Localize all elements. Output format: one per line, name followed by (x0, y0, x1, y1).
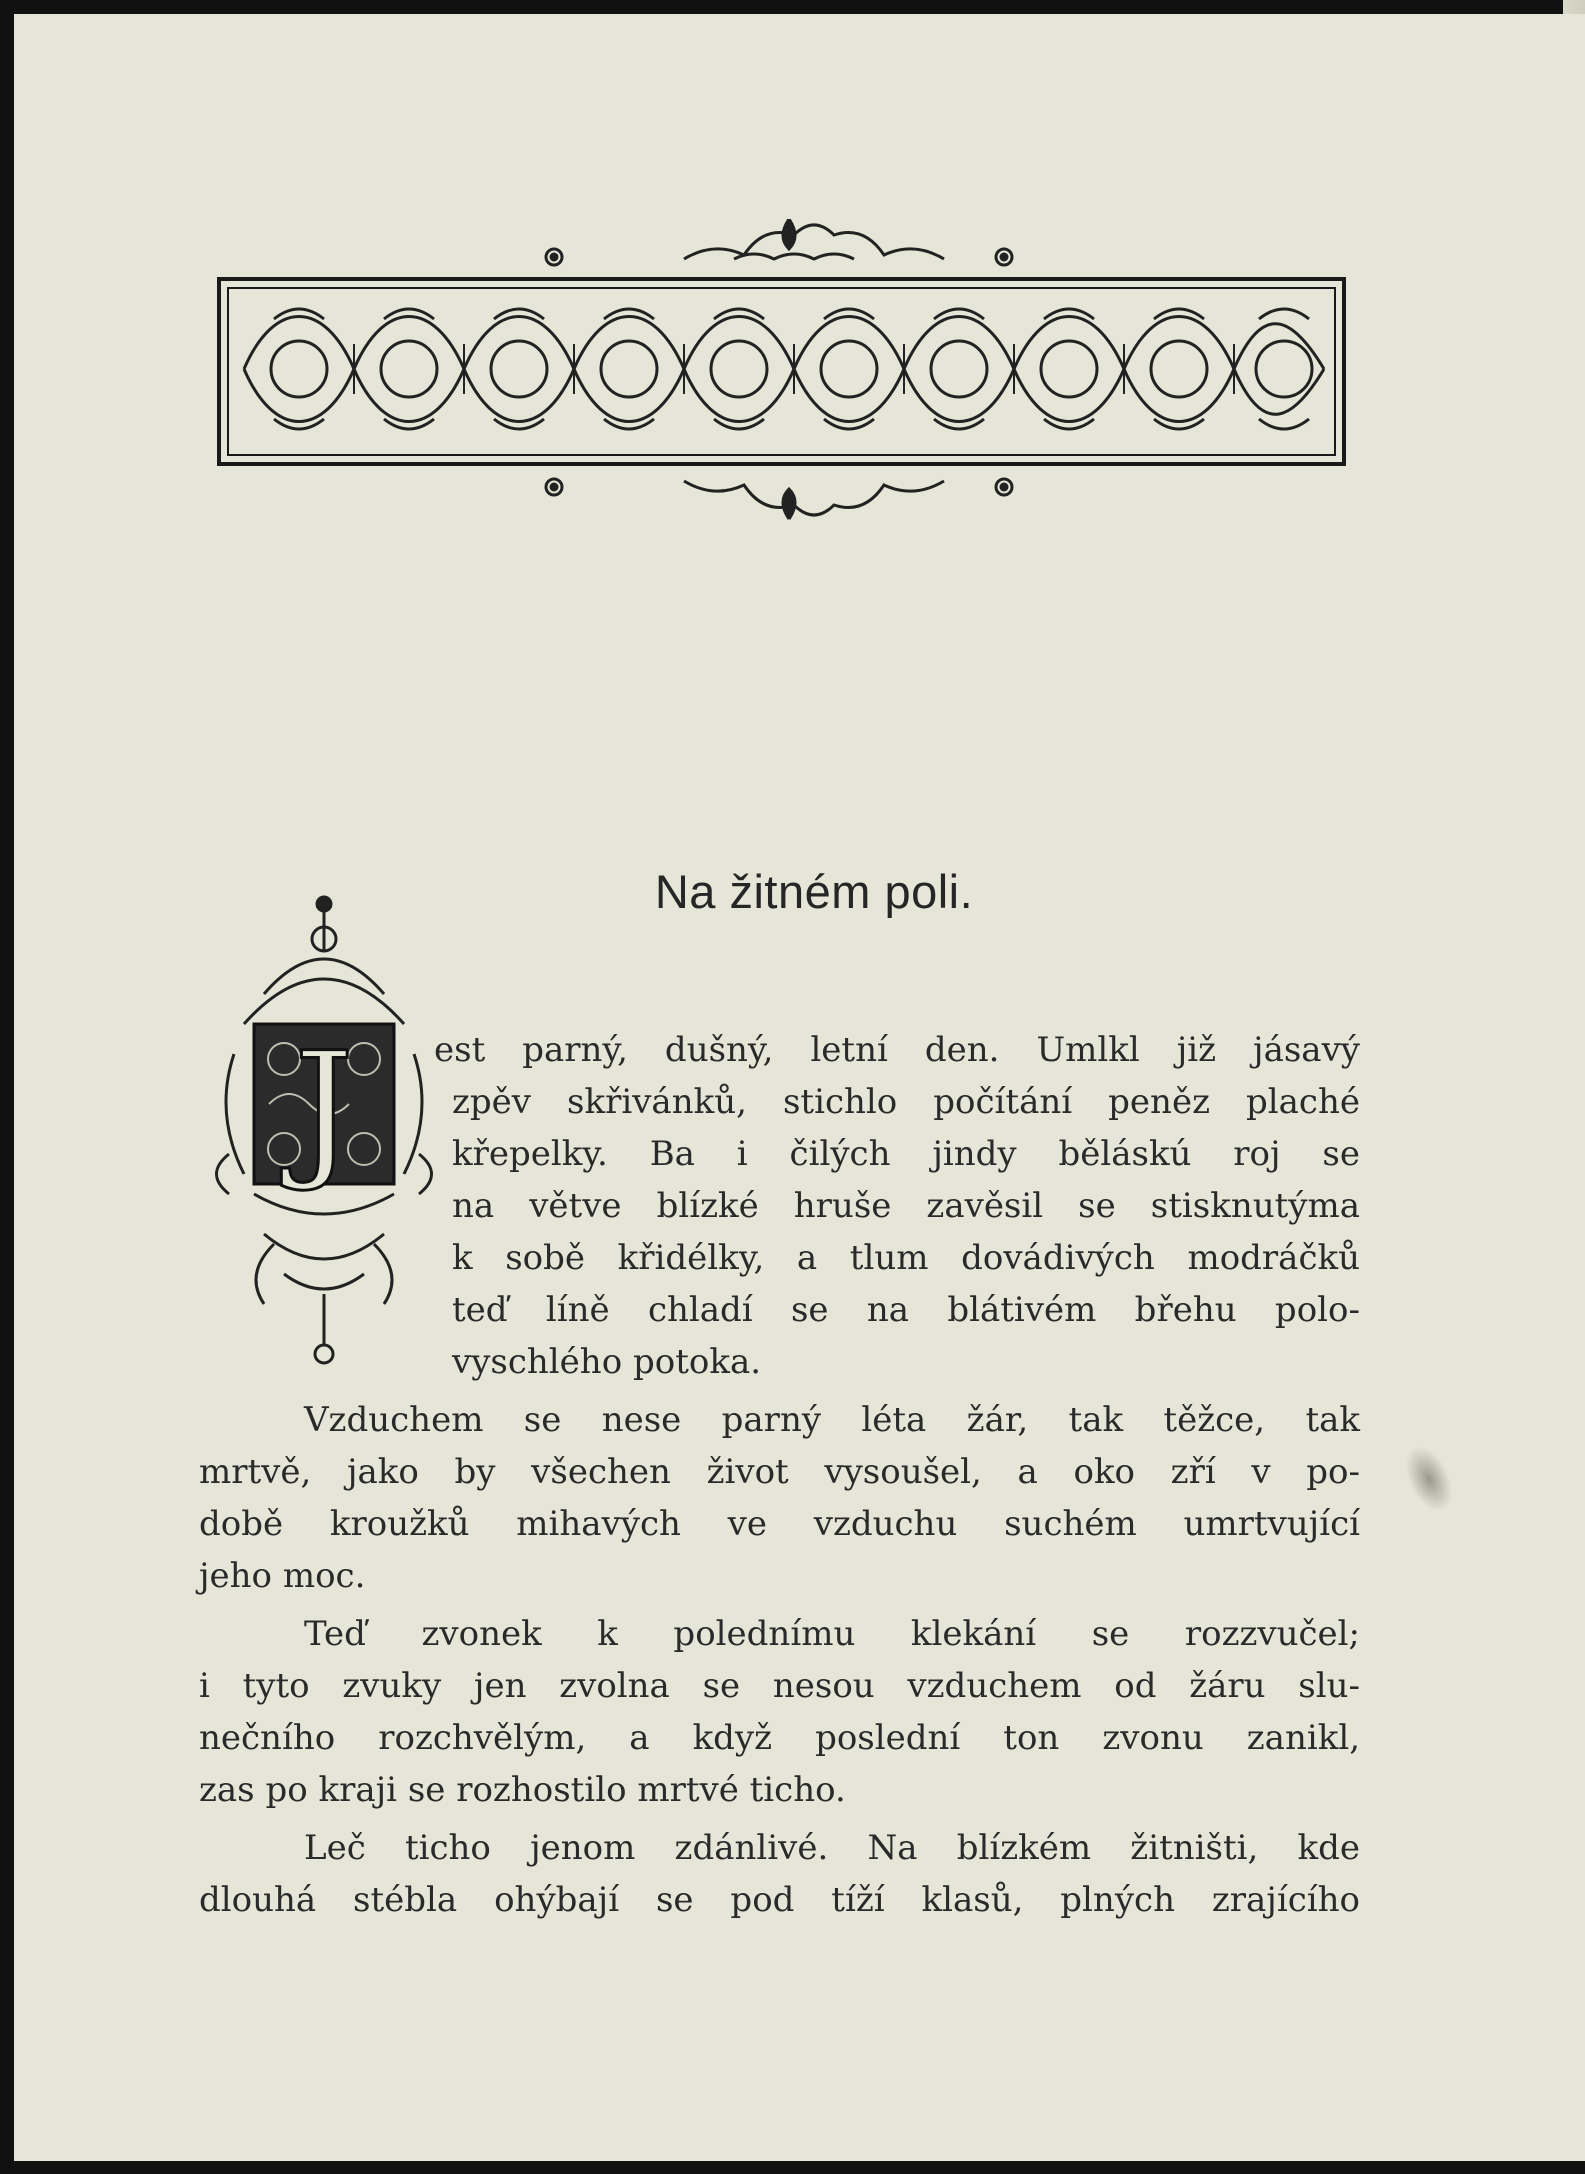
text-line: zpěv skřivánků, stichlo počítání peněz plaché (452, 1082, 1360, 1122)
text-line: zas po kraji se rozhostilo mrtvé ticho. (199, 1770, 846, 1810)
text-line: k sobě křidélky, a tlum dovádivých modráčků (452, 1238, 1360, 1278)
text-line: est parný, dušný, letní den. Umlkl již jásavý (434, 1030, 1360, 1070)
text-line: nečního rozchvělým, a když poslední ton zvonu zanikl, (199, 1718, 1360, 1758)
chapter-title: Na žitném poli. (654, 865, 974, 918)
text-line: křepelky. Ba i čilých jindy běláskú roj se (452, 1134, 1360, 1174)
text-line: mrtvě, jako by všechen život vysoušel, a oko zří v po- (199, 1452, 1360, 1492)
text-line: na větve blízké hruše zavěsil se stisknutýma (452, 1186, 1360, 1226)
text-line: i tyto zvuky jen zvolna se nesou vzduchem od žáru slu- (199, 1666, 1360, 1706)
headpiece-frame-outer (219, 279, 1344, 464)
drop-cap-ornament (214, 894, 434, 1374)
text-line: době kroužků mihavých ve vzduchu suchém umrtvující (199, 1504, 1360, 1544)
ink-smudge (1396, 1439, 1462, 1519)
text-line: Leč ticho jenom zdánlivé. Na blízkém žitništi, kde (304, 1828, 1360, 1868)
bottom-flourish (546, 479, 1012, 519)
text-line: vyschlého potoka. (452, 1342, 762, 1382)
text-line: jeho moc. (199, 1556, 366, 1596)
text-line: teď líně chladí se na blátivém břehu polo- (452, 1290, 1360, 1330)
interlace-pattern (244, 309, 1324, 429)
text-line: dlouhá stébla ohýbají se pod tíží klasů, plných zrajícího (199, 1880, 1360, 1920)
book-page (14, 14, 1585, 2161)
drop-cap-letter: J (293, 1021, 355, 1195)
text-line: Vzduchem se nese parný léta žár, tak těžce, tak (304, 1400, 1360, 1440)
top-flourish (546, 219, 1012, 265)
ornamental-headpiece (214, 219, 1354, 539)
text-line: Teď zvonek k polednímu klekání se rozzvučel; (304, 1614, 1360, 1654)
